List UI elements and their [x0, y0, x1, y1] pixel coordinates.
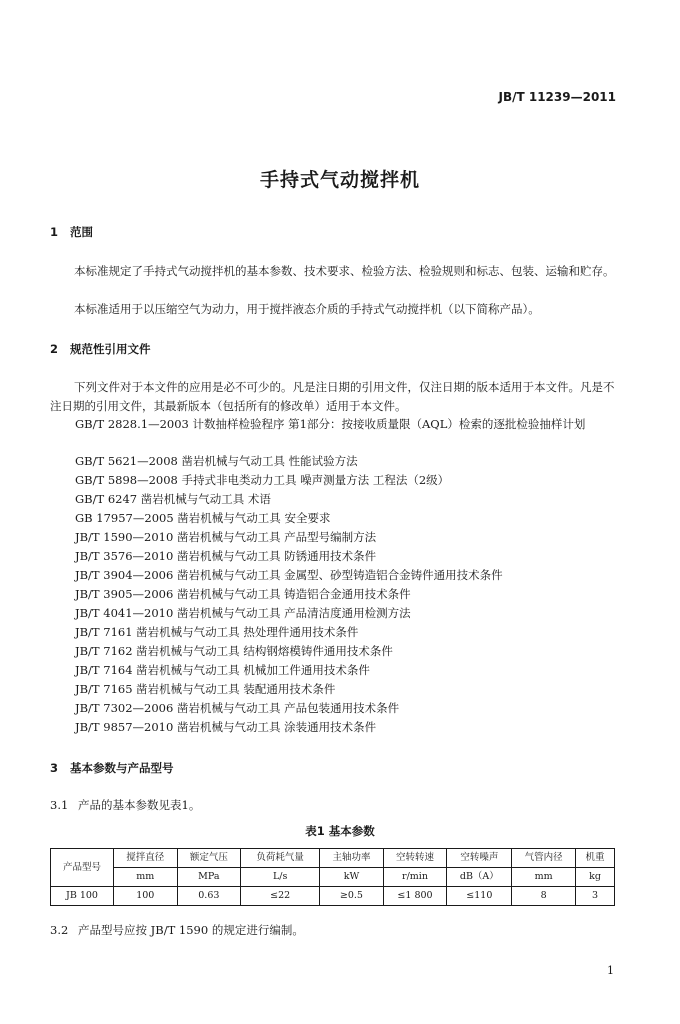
reference-item: JB/T 3576—2010 凿岩机械与气动工具 防锈通用技术条件: [75, 549, 377, 563]
reference-item: GB/T 6247 凿岩机械与气动工具 术语: [75, 492, 271, 506]
document-title: 手持式气动搅拌机: [259, 169, 420, 191]
unit-cell: MPa: [177, 868, 241, 887]
table-title: 表1 基本参数: [305, 824, 375, 838]
reference-item: JB/T 9857—2010 凿岩机械与气动工具 涂装通用技术条件: [75, 720, 377, 734]
paragraph: 本标准规定了手持式气动搅拌机的基本参数、技术要求、检验方法、检验规则和标志、包装、运输和贮存。: [74, 264, 615, 278]
table-unit-row: [51, 868, 615, 887]
value-cell: ≤22: [241, 887, 320, 906]
section-1-heading: [50, 224, 93, 240]
subsection-text: 产品型号应按 JB/T 1590 的规定进行编制。: [78, 923, 304, 937]
unit-cell: dB（A）: [447, 868, 512, 887]
value-cell: 0.63: [177, 887, 241, 906]
value-cell: 8: [512, 887, 576, 906]
header-cell: 主轴功率: [320, 849, 384, 868]
standard-code: JB/T 11239—2011: [498, 90, 616, 104]
reference-item: GB 17957—2005 凿岩机械与气动工具 安全要求: [75, 511, 331, 525]
section-2-heading: [50, 341, 151, 357]
table-row: [51, 887, 615, 906]
unit-cell: r/min: [383, 868, 447, 887]
reference-item: JB/T 3904—2006 凿岩机械与气动工具 金属型、砂型铸造铝合金铸件通用技术条件: [75, 568, 503, 582]
header-cell: 负荷耗气量: [241, 849, 320, 868]
value-cell: ≥0.5: [320, 887, 384, 906]
unit-cell: mm: [114, 868, 178, 887]
section-number: 1: [50, 225, 59, 239]
reference-item: GB/T 5898—2008 手持式非电类动力工具 噪声测量方法 工程法（2级）: [75, 473, 450, 487]
reference-item: JB/T 7302—2006 凿岩机械与气动工具 产品包装通用技术条件: [75, 701, 400, 715]
reference-item: JB/T 7162 凿岩机械与气动工具 结构钢熔模铸件通用技术条件: [75, 644, 393, 658]
unit-cell: mm: [512, 868, 576, 887]
header-cell: 气管内径: [512, 849, 576, 868]
value-cell: 100: [114, 887, 178, 906]
paragraph: 下列文件对于本文件的应用是必不可少的。凡是注日期的引用文件，仅注日期的版本适用于本文件。凡是不注日期的引用文件，其最新版本（包括所有的修改单）适用于本文件。: [50, 380, 615, 413]
unit-cell: L/s: [241, 868, 320, 887]
subsection-text: 产品的基本参数见表1。: [78, 798, 201, 812]
basic-parameters-table: [50, 848, 615, 906]
value-cell: ≤110: [447, 887, 512, 906]
subsection-3-2: [50, 922, 304, 938]
section-title: 范围: [70, 225, 93, 239]
subsection-3-1: [50, 797, 200, 813]
section-3-heading: [50, 760, 174, 776]
value-cell: ≤1 800: [383, 887, 447, 906]
table-header-row: [51, 849, 615, 868]
section-number: 3: [50, 761, 59, 775]
unit-cell: kg: [576, 868, 615, 887]
reference-item: JB/T 3905—2006 凿岩机械与气动工具 铸造铝合金通用技术条件: [75, 587, 411, 601]
reference-item: JB/T 7164 凿岩机械与气动工具 机械加工件通用技术条件: [75, 663, 370, 677]
header-cell: 空转噪声: [447, 849, 512, 868]
reference-item: JB/T 4041—2010 凿岩机械与气动工具 产品清洁度通用检测方法: [75, 606, 411, 620]
section-title: 基本参数与产品型号: [70, 761, 174, 775]
header-cell: 机重: [576, 849, 615, 868]
reference-item: JB/T 1590—2010 凿岩机械与气动工具 产品型号编制方法: [75, 530, 377, 544]
paragraph: 本标准适用于以压缩空气为动力，用于搅拌液态介质的手持式气动搅拌机（以下简称产品）。: [74, 302, 540, 316]
section-number: 2: [50, 342, 59, 356]
header-cell: 空转转速: [383, 849, 447, 868]
header-cell: 搅拌直径: [114, 849, 178, 868]
subsection-number: 3.2: [50, 923, 69, 937]
reference-item: JB/T 7165 凿岩机械与气动工具 装配通用技术条件: [75, 682, 336, 696]
header-cell: 产品型号: [51, 849, 114, 887]
subsection-number: 3.1: [50, 798, 69, 812]
model-cell: JB 100: [51, 887, 114, 906]
reference-item: GB/T 5621—2008 凿岩机械与气动工具 性能试验方法: [75, 454, 358, 468]
section-title: 规范性引用文件: [70, 342, 151, 356]
reference-item: GB/T 2828.1—2003 计数抽样检验程序 第1部分：按接收质量限（AQL）检索的逐批检验抽样计划: [75, 417, 586, 431]
unit-cell: kW: [320, 868, 384, 887]
header-cell: 额定气压: [177, 849, 241, 868]
reference-item: JB/T 7161 凿岩机械与气动工具 热处理件通用技术条件: [75, 625, 359, 639]
value-cell: 3: [576, 887, 615, 906]
page-number: 1: [607, 964, 614, 977]
